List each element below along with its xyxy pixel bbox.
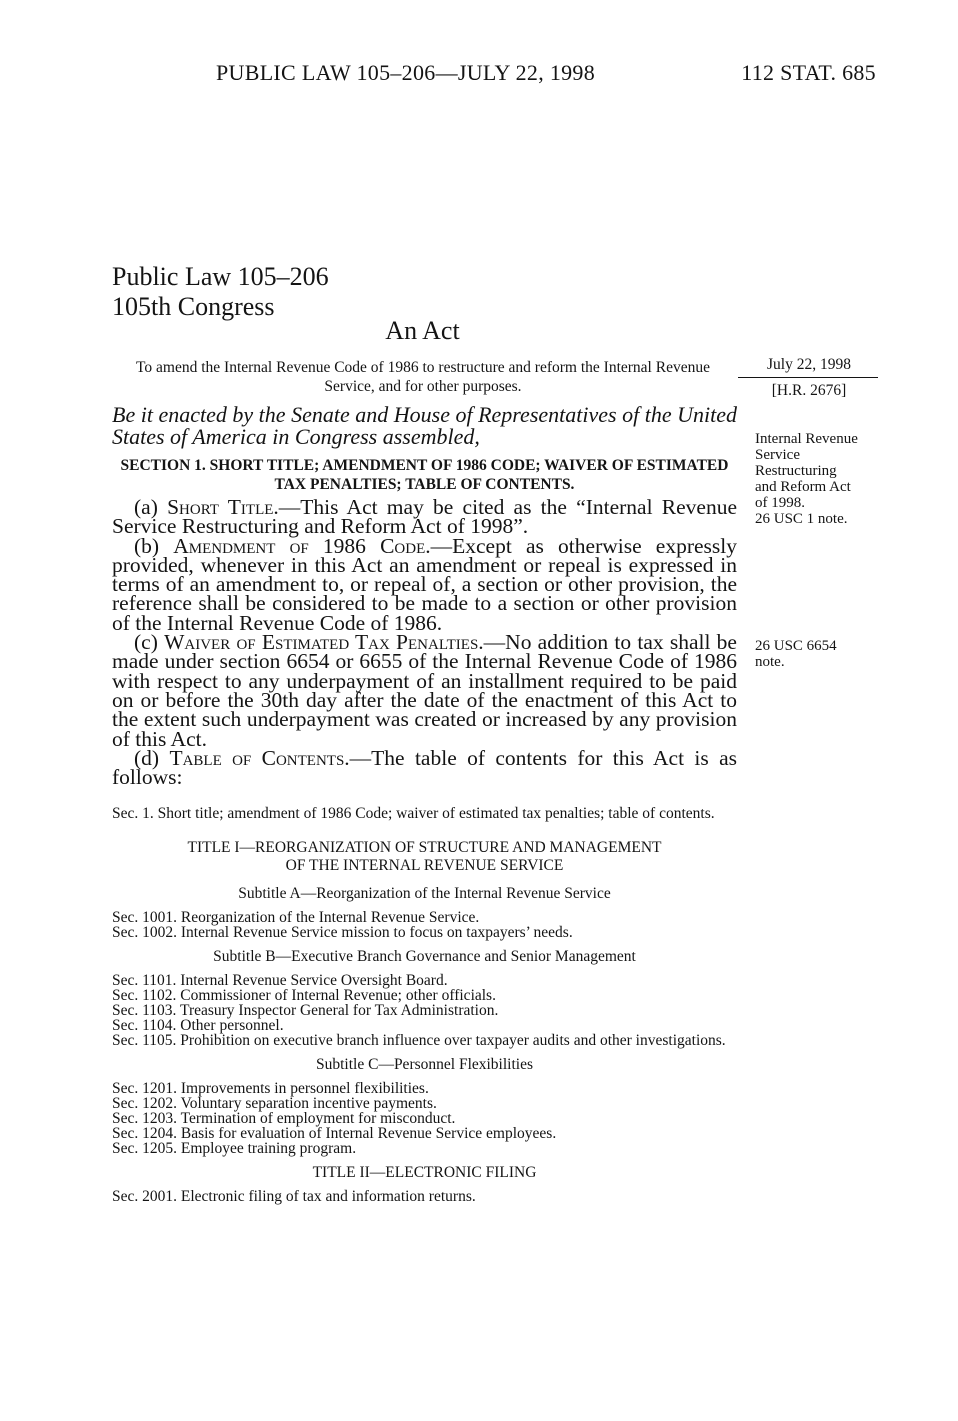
law-number: Public Law 105–206 bbox=[112, 262, 329, 291]
section-1-body bbox=[112, 495, 738, 790]
toc-entry: Sec. 1105. Prohibition on executive branch influence over taxpayer audits and other investigations. bbox=[112, 1032, 726, 1049]
subsection-caption: Amendment of 1986 Code bbox=[173, 533, 426, 558]
margin-note-waiver bbox=[755, 638, 885, 670]
margin-note-line: Restructuring bbox=[755, 463, 837, 479]
subsection-caption: Short Title bbox=[167, 495, 274, 519]
act-heading: An Act bbox=[385, 316, 460, 345]
subsection-label: (c) bbox=[134, 630, 165, 655]
margin-note-line: 26 USC 6654 bbox=[755, 638, 837, 654]
margin-date: July 22, 1998 bbox=[767, 356, 851, 373]
margin-divider bbox=[738, 377, 878, 378]
margin-note-line: note. bbox=[755, 654, 785, 670]
toc-entry: Sec. 2001. Electronic filing of tax and information returns. bbox=[112, 1188, 476, 1205]
subsection-a bbox=[112, 495, 737, 539]
running-head-citation: PUBLIC LAW 105–206—JULY 22, 1998 bbox=[216, 60, 596, 85]
subsection-label: (a) bbox=[134, 495, 168, 519]
toc-entry: Sec. 1. Short title; amendment of 1986 Code; waiver of estimated tax penalties; table of contents. bbox=[112, 805, 715, 822]
subsection-c bbox=[112, 630, 737, 751]
running-head bbox=[216, 60, 876, 90]
subsection-label: (d) bbox=[134, 745, 170, 770]
enacting-clause: Be it enacted by the Senate and House of Representatives of the United States of America in Congress assembled, bbox=[112, 402, 737, 449]
margin-note-short-title bbox=[755, 431, 895, 527]
subsection-label: (b) bbox=[134, 533, 174, 558]
toc-entry: Sec. 1101. Internal Revenue Service Oversight Board. bbox=[112, 972, 448, 989]
subsection-b bbox=[112, 533, 737, 635]
subsection-text: .—No addition to tax shall be made under section 6654 or 6655 of the Internal Revenue Code of 1986 with respect to any underpayment of an installment required to be paid on or before the 30th day after the date of the enactment of this Act to the extent such underpayment was created or increased by any provision of this Act. bbox=[112, 630, 737, 751]
toc-subtitle-c: Subtitle C—Personnel Flexibilities bbox=[316, 1056, 533, 1073]
page-number: 112 STAT. 685 bbox=[741, 60, 876, 85]
toc-entry: Sec. 1104. Other personnel. bbox=[112, 1017, 284, 1034]
toc-entry: Sec. 1001. Reorganization of the Internal Revenue Service. bbox=[112, 909, 480, 926]
toc-entry: Sec. 1203. Termination of employment for misconduct. bbox=[112, 1110, 456, 1127]
section-1-heading: SECTION 1. SHORT TITLE; AMENDMENT OF 1986 CODE; WAIVER OF ESTIMATED TAX PENALTIES; TABLE OF CONTENTS. bbox=[120, 457, 729, 493]
table-of-contents bbox=[112, 806, 737, 1204]
subsection-text: .—Except as otherwise expressly provided, whenever in this Act an amendment or repeal is expressed in terms of an amendment to, or repeal of, a section or other provision, the reference shall be considered to be made to a section or other provision of the Internal Revenue Code of 1986. bbox=[112, 533, 737, 635]
margin-note-line: of 1998. bbox=[755, 495, 805, 511]
law-title-block bbox=[112, 262, 329, 322]
subsection-caption: Table of Contents bbox=[169, 745, 345, 770]
toc-entry: Sec. 1102. Commissioner of Internal Revenue; other officials. bbox=[112, 987, 496, 1004]
toc-entry: Sec. 1204. Basis for evaluation of Internal Revenue Service employees. bbox=[112, 1125, 557, 1142]
toc-entry: Sec. 1201. Improvements in personnel flexibilities. bbox=[112, 1080, 429, 1097]
congress: 105th Congress bbox=[112, 292, 275, 321]
toc-title-ii: TITLE II—ELECTRONIC FILING bbox=[312, 1164, 537, 1181]
margin-note-line: 26 USC 1 note. bbox=[755, 511, 848, 527]
toc-entry: Sec. 1205. Employee training program. bbox=[112, 1140, 357, 1157]
subsection-caption: Waiver of Estimated Tax Penalties bbox=[164, 630, 479, 655]
margin-note-line: Service bbox=[755, 447, 800, 463]
toc-subtitle-a: Subtitle A—Reorganization of the Internal Revenue Service bbox=[238, 885, 611, 902]
subsection-text: .—This Act may be cited as the “Internal Revenue Service Restructuring and Reform Act of 1998”. bbox=[112, 495, 737, 539]
subsection-d bbox=[112, 745, 738, 790]
margin-note-line: and Reform Act bbox=[755, 479, 851, 495]
subsection-text: .—The table of contents for this Act is as follows: bbox=[112, 745, 738, 790]
toc-subtitle-b: Subtitle B—Executive Branch Governance and Senior Management bbox=[213, 948, 636, 965]
toc-title-i: TITLE I—REORGANIZATION OF STRUCTURE AND MANAGEMENT OF THE INTERNAL REVENUE SERVICE bbox=[187, 839, 662, 874]
toc-entry: Sec. 1202. Voluntary separation incentive payments. bbox=[112, 1095, 437, 1112]
margin-note-line: Internal Revenue bbox=[755, 431, 858, 447]
toc-entry: Sec. 1103. Treasury Inspector General for Tax Administration. bbox=[112, 1002, 499, 1019]
margin-bill-number: [H.R. 2676] bbox=[771, 382, 847, 399]
toc-entry: Sec. 1002. Internal Revenue Service mission to focus on taxpayers’ needs. bbox=[112, 924, 573, 941]
purpose-statement: To amend the Internal Revenue Code of 1986 to restructure and reform the Internal Revenue Service, and for other purposes. bbox=[136, 359, 710, 395]
